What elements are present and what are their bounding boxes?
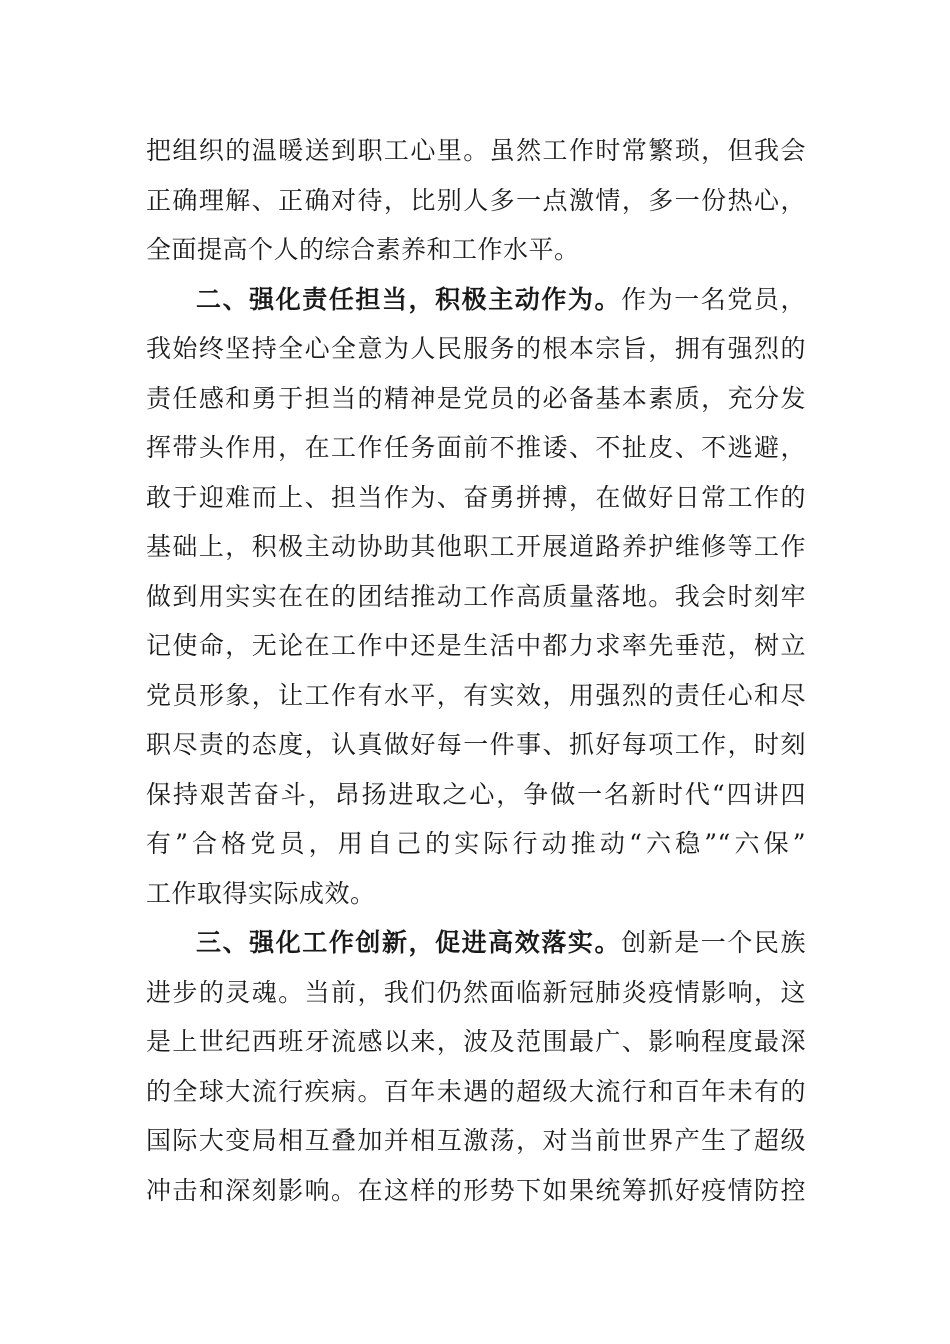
text-line: 责任感和勇于担当的精神是党员的必备基本素质，充分发: [146, 383, 806, 413]
text-line: 的全球大流行疾病。百年未遇的超级大流行和百年未有的: [146, 1076, 806, 1106]
text-run: 创新是一个民族: [621, 928, 806, 957]
text-line: 工作取得实际成效。: [146, 878, 376, 908]
paragraph-3: [146, 918, 806, 1215]
section-heading: 二、强化责任担当，积极主动作为。: [196, 284, 622, 314]
text-run: 作为一名党员，: [621, 284, 806, 314]
text-line: 敢于迎难而上、担当作为、奋勇拼搏，在做好日常工作的: [146, 482, 806, 512]
text-line: 职尽责的态度，认真做好每一件事、抓好每项工作，时刻: [146, 730, 806, 759]
document-body: [146, 126, 806, 1215]
text-line: 冲击和深刻影响。在这样的形势下如果统筹抓好疫情防控: [146, 1175, 806, 1205]
text-line: 保持艰苦奋斗，昂扬进取之心，争做一名新时代“四讲四: [146, 779, 806, 809]
text-line: 正确理解、正确对待，比别人多一点激情，多一份热心，: [146, 185, 806, 215]
text-line-first: [146, 918, 806, 968]
text-line: 是上世纪西班牙流感以来，波及范围最广、影响程度最深: [146, 1027, 806, 1056]
text-line: 进步的灵魂。当前，我们仍然面临新冠肺炎疫情影响，这: [146, 977, 806, 1007]
text-line: 全面提高个人的综合素养和工作水平。: [146, 235, 580, 264]
text-line: 做到用实实在在的团结推动工作高质量落地。我会时刻牢: [146, 581, 806, 611]
text-line: 党员形象，让工作有水平，有实效，用强烈的责任心和尽: [146, 680, 806, 710]
text-line: 国际大变局相互叠加并相互激荡，对当前世界产生了超级: [146, 1126, 806, 1155]
paragraph-1: [146, 126, 806, 275]
text-line: 把组织的温暖送到职工心里。虽然工作时常繁琐，但我会: [146, 136, 806, 165]
text-line-first: [146, 275, 806, 325]
text-line: 基础上，积极主动协助其他职工开展道路养护维修等工作: [146, 532, 806, 561]
paragraph-2: [146, 275, 806, 919]
text-line: 记使命，无论在工作中还是生活中都力求率先垂范，树立: [146, 631, 806, 660]
text-line: 有”合格党员，用自己的实际行动推动“六稳”“六保”: [146, 829, 806, 858]
text-line: 我始终坚持全心全意为人民服务的根本宗旨，拥有强烈的: [146, 334, 806, 363]
text-line: 挥带头作用，在工作任务面前不推诿、不扯皮、不逃避，: [146, 433, 806, 462]
section-heading: 三、强化工作创新，促进高效落实。: [196, 928, 622, 957]
